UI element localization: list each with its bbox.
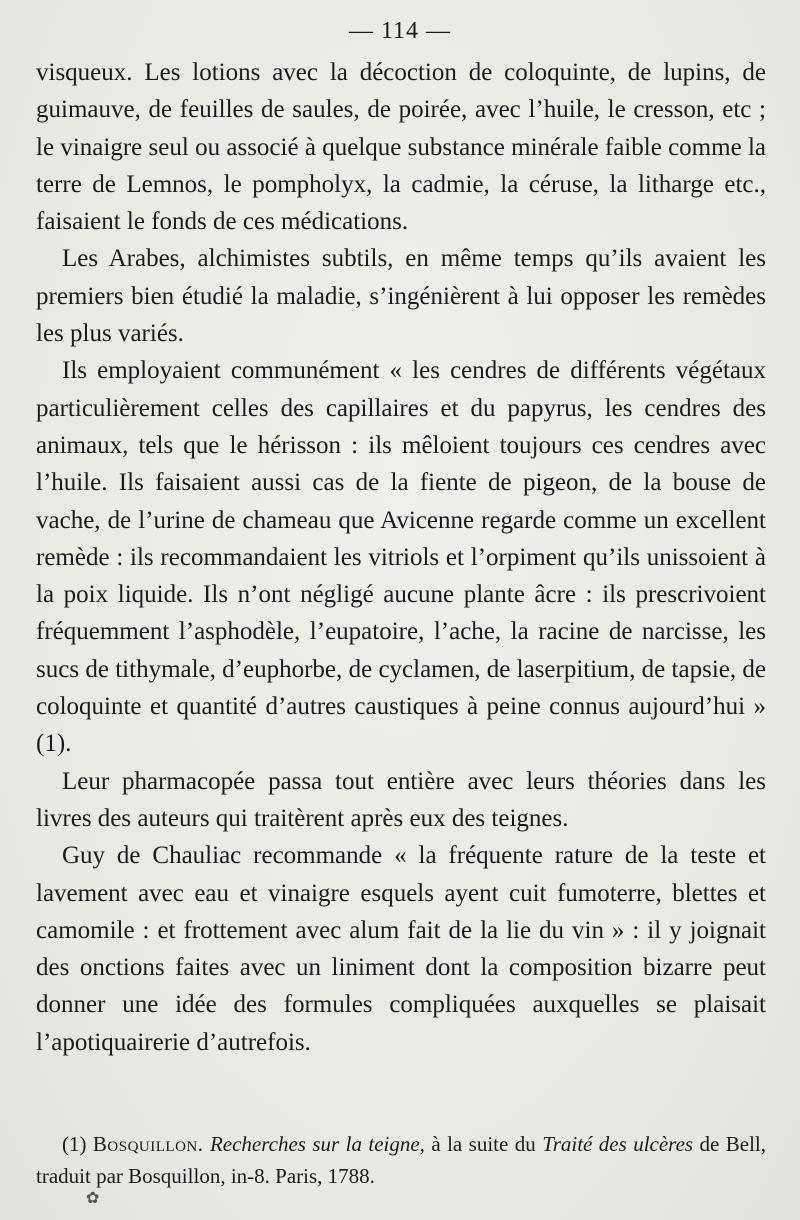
paragraph-2: Les Arabes, alchimistes subtils, en même temps qu’ils avaient les premiers bien étudié la maladie, s’ingénièrent à lui opposer les remèdes les plus variés. <box>36 245 766 348</box>
paragraph-3: Ils employaient communément « les cendres de différents végétaux particulièrement celles des capillaires et du papyrus, les cendres des animaux, tels que le hérisson : ils mêloient toujours ces cendres avec l’huile. Ils faisaient aussi cas de la fiente de pigeon, de la bouse de vache, de l’urine de chameau que Avicenne regarde comme un excellent remède : ils recommandaient les vitriols et l’orpiment qu’ils unissoient à la poix liquide. Ils n’ont négligé aucune plante âcre : ils prescrivoient fréquemment l’asphodèle, l’eupatoire, l’ache, la racine de narcisse, les sucs de tithymale, d’euphorbe, de cyclamen, de laserpitium, de tapsie, de coloquinte et quantité d’autres caustiques à peine connus aujourd’hui » (1). <box>36 357 766 758</box>
footnote-work: Traité des ulcères <box>542 1132 694 1156</box>
printer-ornament-icon: ✿ <box>86 1190 100 1207</box>
paragraph-5: Guy de Chauliac recommande « la fréquente rature de la teste et lavement avec eau et vinaigre esquels ayent cuit fumoterre, blettes et camomile : et frottement avec alum fait de la lie du vin » : il y joignait des onctions faites avec un liniment dont la composition bizarre peut donner une idée des formules compliquées auxquelles se plaisait l’apotiquairerie d’autrefois. <box>36 842 766 1056</box>
footnote-text <box>36 1128 766 1192</box>
footnote <box>36 1128 766 1192</box>
footnote-author: Bosquillon. <box>92 1132 204 1156</box>
footnote-middle: à la suite du <box>431 1132 536 1156</box>
footnote-rest: de Bell, traduit par Bosquillon, in-8. Paris, 1788. <box>36 1132 766 1188</box>
main-text <box>36 54 766 1061</box>
paragraph-4: Leur pharmacopée passa tout entière avec leurs théories dans les livres des auteurs qui traitèrent après eux des teignes. <box>36 767 766 832</box>
paragraph-1: visqueux. Les lotions avec la décoction de coloquinte, de lupins, de guimauve, de feuilles de saules, de poirée, avec l’huile, le cresson, etc ; le vinaigre seul ou associé à quelque substance minérale faible comme la terre de Lemnos, le pompholyx, la cadmie, la céruse, la litharge etc., faisaient le fonds de ces médications. <box>36 59 766 236</box>
footnote-marker: (1) <box>62 1132 87 1156</box>
page-number: — 114 — <box>348 18 452 44</box>
footnote-title: Recherches sur la teigne, <box>209 1132 425 1156</box>
